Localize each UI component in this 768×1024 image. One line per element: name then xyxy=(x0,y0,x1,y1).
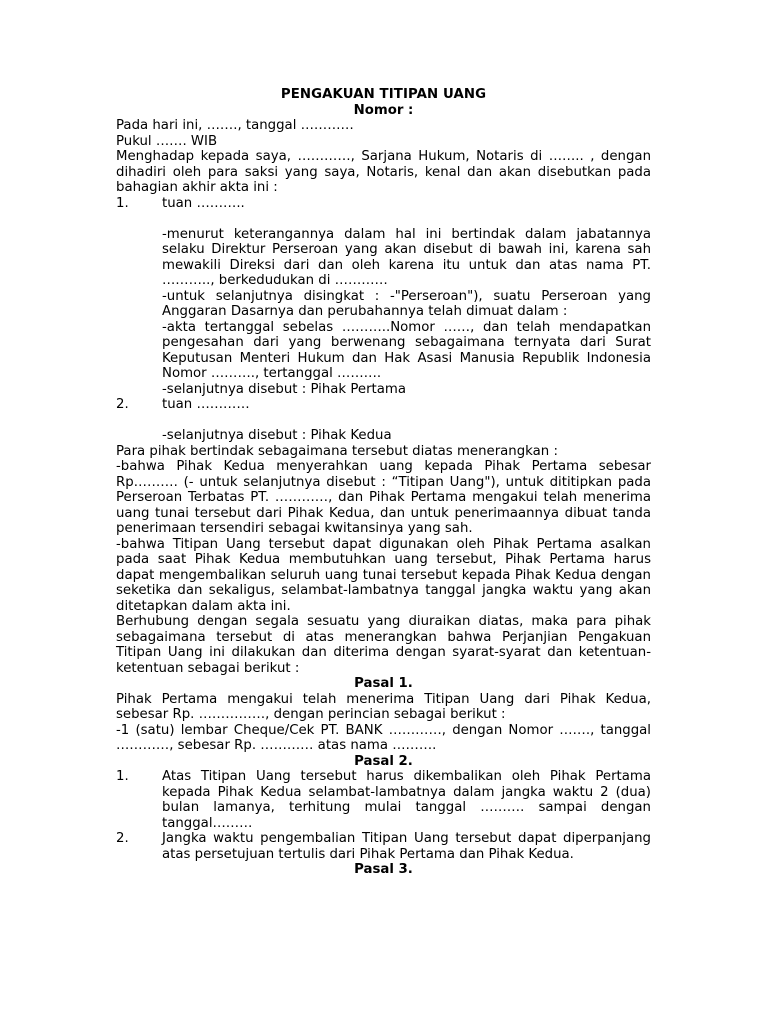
party-1-abbreviation: -untuk selanjutnya disingkat : -"Perseroan"), suatu Perseroan yang Anggaran Dasarnya dan perubahannya telah dimuat dalam : xyxy=(162,288,651,319)
intro-paragraph: Menghadap kepada saya, …………, Sarjana Hukum, Notaris di …….. , dengan dihadiri oleh para saksi yang saya, Notaris, kenal dan akan disebutkan pada bahagian akhir akta ini : xyxy=(116,149,651,195)
pasal-2-item xyxy=(116,769,651,831)
spacer xyxy=(116,211,651,227)
pasal-2-heading: Pasal 2. xyxy=(354,753,413,769)
pasal-1-heading: Pasal 1. xyxy=(354,676,413,691)
party-1-name: tuan ……….. xyxy=(162,195,245,211)
body-statement: Para pihak bertindak sebagaimana tersebut diatas menerangkan : xyxy=(116,443,558,459)
party-1-deed: -akta tertanggal sebelas ………..Nomor ……, dan telah mendapatkan pengesahan dari yang berwenang sebagaimana ternyata dari Surat Keputusan Menteri Hukum dan Hak Asasi Manusia Republik Indonesia Nomor ………., tertanggal ………. xyxy=(162,319,651,381)
party-2-designation: -selanjutnya disebut : Pihak Kedua xyxy=(162,428,392,443)
party-2 xyxy=(116,397,651,413)
pasal-2-item-text: Atas Titipan Uang tersebut harus dikembalikan oleh Pihak Pertama kepada Pihak Kedua selambat-lambatnya dalam jangka waktu 2 (dua) bulan lamanya, terhitung mulai tanggal ………. sampai dengan tanggal……… xyxy=(162,769,651,831)
document-title: PENGAKUAN TITIPAN UANG xyxy=(280,87,487,102)
pasal-2-item xyxy=(116,831,651,862)
party-2-name: tuan ………… xyxy=(162,397,250,412)
intro-date-line: Pada hari ini, ……., tanggal ………… xyxy=(116,118,354,133)
pasal-2-item-number: 2. xyxy=(116,831,129,846)
body-transfer-clause: -bahwa Pihak Kedua menyerahkan uang kepada Pihak Pertama sebesar Rp………. (- untuk selanjutnya disebut : “Titipan Uang"), untuk dititipkan pada Perseroan Terbatas PT. …………, dan Pihak Pertama mengakui telah menerima uang tunai tersebut dari Pihak Kedua, dan untuk penerimaannya dibuat tanda penerimaan tersendiri sebagai kwitansinya yang sah. xyxy=(116,459,651,536)
body-agreement-clause: Berhubung dengan segala sesuatu yang diuraikan diatas, maka para pihak sebagaimana tersebut di atas menerangkan bahwa Perjanjian Pengakuan Titipan Uang ini dilakukan dan diterima dengan syarat-syarat dan ketentuan-ketentuan sebagai berikut : xyxy=(116,614,651,676)
spacer xyxy=(116,413,651,429)
pasal-2-item-text: Jangka waktu pengembalian Titipan Uang tersebut dapat diperpanjang atas persetujuan tertulis dari Pihak Pertama dan Pihak Kedua. xyxy=(162,831,651,862)
intro-time-line: Pukul ……. WIB xyxy=(116,133,218,149)
pasal-2-item-number: 1. xyxy=(116,769,129,784)
party-1-description: -menurut keterangannya dalam hal ini bertindak dalam jabatannya selaku Direktur Perseroan yang akan disebut di bawah ini, karena sah mewakili Direksi dari dan oleh karena itu untuk dan atas nama PT. ……….., berkedudukan di ………… xyxy=(162,226,651,288)
document-number: Nomor : xyxy=(353,102,414,118)
party-1 xyxy=(116,196,651,212)
document-page xyxy=(116,87,651,878)
pasal-1-paragraph: Pihak Pertama mengakui telah menerima Titipan Uang dari Pihak Kedua, sebesar Rp. ……………, dengan perincian sebagai berikut : xyxy=(116,691,651,722)
party-1-designation: -selanjutnya disebut : Pihak Pertama xyxy=(162,381,407,397)
pasal-1-cheque: -1 (satu) lembar Cheque/Cek PT. BANK …………, dengan Nomor ……., tanggal …………, sebesar Rp. ………… atas nama ………. xyxy=(116,722,651,753)
party-1-number: 1. xyxy=(116,195,129,211)
body-usage-clause: -bahwa Titipan Uang tersebut dapat digunakan oleh Pihak Pertama asalkan pada saat Pihak Kedua membutuhkan uang tersebut, Pihak Pertama harus dapat mengembalikan seluruh uang tunai tersebut kepada Pihak Kedua dengan seketika dan sekaligus, selambat-lambatnya tanggal jangka waktu yang akan ditetapkan dalam akta ini. xyxy=(116,536,651,614)
pasal-3-heading: Pasal 3. xyxy=(354,862,413,877)
party-2-number: 2. xyxy=(116,397,129,412)
